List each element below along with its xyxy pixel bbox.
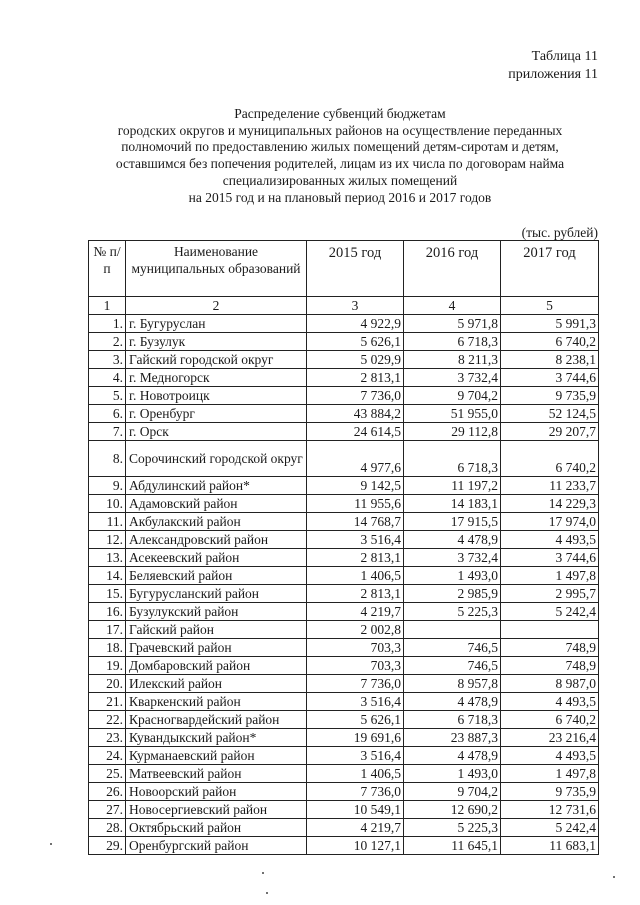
municipality-name: Матвеевский район (126, 765, 307, 783)
value-2017: 17 974,0 (501, 513, 599, 531)
row-number: 4. (89, 369, 126, 387)
table-number: Таблица 11 (531, 49, 598, 64)
municipality-name: Кувандыкский район* (126, 729, 307, 747)
value-2015: 9 142,5 (307, 477, 404, 495)
municipality-name: Гайский район (126, 621, 307, 639)
table-reference (508, 48, 598, 84)
value-2017: 23 216,4 (501, 729, 599, 747)
scan-speck (266, 892, 268, 894)
table-row (89, 693, 599, 711)
row-number: 12. (89, 531, 126, 549)
appendix-number: приложения 11 (508, 67, 598, 82)
value-2016: 17 915,5 (404, 513, 501, 531)
header-2016: 2016 год (404, 241, 501, 297)
municipality-name: Сорочинский городской округ (126, 441, 307, 477)
value-2015: 5 626,1 (307, 333, 404, 351)
value-2016: 6 718,3 (404, 333, 501, 351)
table-row (89, 351, 599, 369)
row-number: 17. (89, 621, 126, 639)
row-number: 2. (89, 333, 126, 351)
table-row (89, 405, 599, 423)
table-row (89, 783, 599, 801)
value-2017: 3 744,6 (501, 369, 599, 387)
table-row (89, 657, 599, 675)
value-2016: 8 957,8 (404, 675, 501, 693)
value-2015: 703,3 (307, 639, 404, 657)
value-2016: 746,5 (404, 657, 501, 675)
value-2017: 6 740,2 (501, 333, 599, 351)
row-number: 26. (89, 783, 126, 801)
value-2015: 10 549,1 (307, 801, 404, 819)
municipality-name: Адамовский район (126, 495, 307, 513)
row-number: 3. (89, 351, 126, 369)
value-2015: 43 884,2 (307, 405, 404, 423)
value-2017: 52 124,5 (501, 405, 599, 423)
value-2017: 11 233,7 (501, 477, 599, 495)
value-2016: 8 211,3 (404, 351, 501, 369)
value-2016: 4 478,9 (404, 531, 501, 549)
heading-line: оставшимся без попечения родителей, лицам из их числа по договорам найма (115, 156, 565, 172)
value-2017: 2 995,7 (501, 585, 599, 603)
value-2017: 5 242,4 (501, 603, 599, 621)
municipality-name: Абдулинский район* (126, 477, 307, 495)
value-2017: 9 735,9 (501, 783, 599, 801)
value-2015: 4 219,7 (307, 603, 404, 621)
value-2016: 23 887,3 (404, 729, 501, 747)
table-row (89, 495, 599, 513)
value-2016: 3 732,4 (404, 369, 501, 387)
table-row (89, 387, 599, 405)
municipality-name: г. Бузулук (126, 333, 307, 351)
value-2015: 5 029,9 (307, 351, 404, 369)
row-number: 28. (89, 819, 126, 837)
value-2017: 4 493,5 (501, 747, 599, 765)
value-2017: 29 207,7 (501, 423, 599, 441)
table-row (89, 567, 599, 585)
value-2015: 3 516,4 (307, 747, 404, 765)
municipality-name: Домбаровский район (126, 657, 307, 675)
table-row (89, 639, 599, 657)
row-number: 22. (89, 711, 126, 729)
value-2015: 14 768,7 (307, 513, 404, 531)
table-row (89, 549, 599, 567)
table-row (89, 747, 599, 765)
header-2015: 2015 год (307, 241, 404, 297)
municipality-name: г. Новотроицк (126, 387, 307, 405)
municipality-name: Бугурусланский район (126, 585, 307, 603)
value-2016: 6 718,3 (404, 441, 501, 477)
municipality-name: Илекский район (126, 675, 307, 693)
heading-line: Распределение субвенций бюджетам (234, 106, 446, 121)
row-number: 1. (89, 315, 126, 333)
row-number: 5. (89, 387, 126, 405)
table-row (89, 675, 599, 693)
value-2017: 8 238,1 (501, 351, 599, 369)
table-row (89, 585, 599, 603)
column-number: 2 (126, 297, 307, 315)
row-number: 29. (89, 837, 126, 855)
row-number: 11. (89, 513, 126, 531)
value-2016: 746,5 (404, 639, 501, 657)
value-2016: 4 478,9 (404, 693, 501, 711)
value-2017 (501, 621, 599, 639)
heading-line: специализированных жилых помещений (222, 172, 458, 188)
value-2017: 1 497,8 (501, 567, 599, 585)
table-row (89, 765, 599, 783)
row-number: 27. (89, 801, 126, 819)
value-2016: 5 971,8 (404, 315, 501, 333)
value-2016: 5 225,3 (404, 603, 501, 621)
value-2015: 3 516,4 (307, 531, 404, 549)
table-row (89, 477, 599, 495)
municipality-name: г. Оренбург (126, 405, 307, 423)
municipality-name: Гайский городской округ (126, 351, 307, 369)
value-2017: 3 744,6 (501, 549, 599, 567)
value-2016: 6 718,3 (404, 711, 501, 729)
value-2016: 9 704,2 (404, 387, 501, 405)
municipality-name: Акбулакский район (126, 513, 307, 531)
value-2015: 4 922,9 (307, 315, 404, 333)
value-2015: 4 219,7 (307, 819, 404, 837)
value-2016: 12 690,2 (404, 801, 501, 819)
value-2016: 1 493,0 (404, 567, 501, 585)
municipality-name: Красногвардейский район (126, 711, 307, 729)
row-number: 10. (89, 495, 126, 513)
municipality-name: г. Медногорск (126, 369, 307, 387)
value-2016: 51 955,0 (404, 405, 501, 423)
heading-line: полномочий по предоставлению жилых помещений детям-сиротам и детям, (121, 139, 559, 155)
value-2015: 11 955,6 (307, 495, 404, 513)
value-2015: 2 002,8 (307, 621, 404, 639)
value-2015: 5 626,1 (307, 711, 404, 729)
value-2015: 703,3 (307, 657, 404, 675)
scan-speck (262, 872, 264, 874)
value-2017: 5 991,3 (501, 315, 599, 333)
municipality-name: Курманаевский район (126, 747, 307, 765)
municipality-name: Асекеевский район (126, 549, 307, 567)
value-2016: 11 197,2 (404, 477, 501, 495)
value-2017: 12 731,6 (501, 801, 599, 819)
column-number: 3 (307, 297, 404, 315)
table-row (89, 315, 599, 333)
row-number: 14. (89, 567, 126, 585)
header-2017: 2017 год (501, 241, 599, 297)
row-number: 21. (89, 693, 126, 711)
municipality-name: Новосергиевский район (126, 801, 307, 819)
municipality-name: Оренбургский район (126, 837, 307, 855)
value-2017: 9 735,9 (501, 387, 599, 405)
value-2017: 5 242,4 (501, 819, 599, 837)
municipality-name: Новоорский район (126, 783, 307, 801)
table-row (89, 801, 599, 819)
municipality-name: Октябрьский район (126, 819, 307, 837)
heading-line: городских округов и муниципальных районов на осуществление переданных (117, 122, 563, 138)
row-number: 8. (89, 441, 126, 477)
value-2015: 2 813,1 (307, 369, 404, 387)
table-row (89, 621, 599, 639)
table-header-row (89, 241, 599, 297)
row-number: 20. (89, 675, 126, 693)
value-2015: 7 736,0 (307, 783, 404, 801)
value-2016: 14 183,1 (404, 495, 501, 513)
value-2016: 4 478,9 (404, 747, 501, 765)
value-2015: 2 813,1 (307, 549, 404, 567)
value-2015: 1 406,5 (307, 567, 404, 585)
row-number: 16. (89, 603, 126, 621)
value-2016: 1 493,0 (404, 765, 501, 783)
value-2015: 2 813,1 (307, 585, 404, 603)
table-row (89, 333, 599, 351)
municipality-name: Кваркенский район (126, 693, 307, 711)
document-heading (60, 106, 620, 206)
value-2017: 6 740,2 (501, 711, 599, 729)
table-row (89, 531, 599, 549)
value-2015: 19 691,6 (307, 729, 404, 747)
table-row (89, 423, 599, 441)
heading-line: на 2015 год и на плановый период 2016 и 2017 годов (188, 189, 492, 205)
municipality-name: г. Бугуруслан (126, 315, 307, 333)
row-number: 7. (89, 423, 126, 441)
value-2016 (404, 621, 501, 639)
scan-speck (613, 876, 615, 878)
value-2017: 4 493,5 (501, 531, 599, 549)
scan-speck (50, 843, 52, 845)
table-row (89, 369, 599, 387)
table-row (89, 729, 599, 747)
value-2015: 24 614,5 (307, 423, 404, 441)
value-2015: 7 736,0 (307, 387, 404, 405)
subventions-table (88, 240, 599, 855)
row-number: 6. (89, 405, 126, 423)
value-2017: 4 493,5 (501, 693, 599, 711)
row-number: 9. (89, 477, 126, 495)
value-2017: 748,9 (501, 657, 599, 675)
value-2015: 3 516,4 (307, 693, 404, 711)
header-name: Наименование муниципальных образований (126, 241, 307, 297)
value-2017: 748,9 (501, 639, 599, 657)
row-number: 13. (89, 549, 126, 567)
value-2017: 8 987,0 (501, 675, 599, 693)
municipality-name: Беляевский район (126, 567, 307, 585)
value-2016: 3 732,4 (404, 549, 501, 567)
municipality-name: Александровский район (126, 531, 307, 549)
value-2017: 14 229,3 (501, 495, 599, 513)
municipality-name: Грачевский район (126, 639, 307, 657)
row-number: 18. (89, 639, 126, 657)
table-row (89, 711, 599, 729)
municipality-name: г. Орск (126, 423, 307, 441)
municipality-name: Бузулукский район (126, 603, 307, 621)
units-label: (тыс. рублей) (521, 225, 598, 240)
value-2015: 4 977,6 (307, 441, 404, 477)
header-num: № п/п (89, 241, 126, 297)
value-2016: 2 985,9 (404, 585, 501, 603)
row-number: 23. (89, 729, 126, 747)
table-row (89, 837, 599, 855)
column-number: 1 (89, 297, 126, 315)
value-2017: 1 497,8 (501, 765, 599, 783)
column-number: 5 (501, 297, 599, 315)
table-row (89, 603, 599, 621)
column-number-row (89, 297, 599, 315)
column-number: 4 (404, 297, 501, 315)
value-2015: 10 127,1 (307, 837, 404, 855)
table-row (89, 819, 599, 837)
value-2017: 6 740,2 (501, 441, 599, 477)
value-2016: 5 225,3 (404, 819, 501, 837)
value-2015: 1 406,5 (307, 765, 404, 783)
table-row (89, 441, 599, 477)
row-number: 19. (89, 657, 126, 675)
row-number: 24. (89, 747, 126, 765)
table-row (89, 513, 599, 531)
row-number: 25. (89, 765, 126, 783)
value-2017: 11 683,1 (501, 837, 599, 855)
value-2016: 11 645,1 (404, 837, 501, 855)
value-2015: 7 736,0 (307, 675, 404, 693)
value-2016: 29 112,8 (404, 423, 501, 441)
row-number: 15. (89, 585, 126, 603)
value-2016: 9 704,2 (404, 783, 501, 801)
